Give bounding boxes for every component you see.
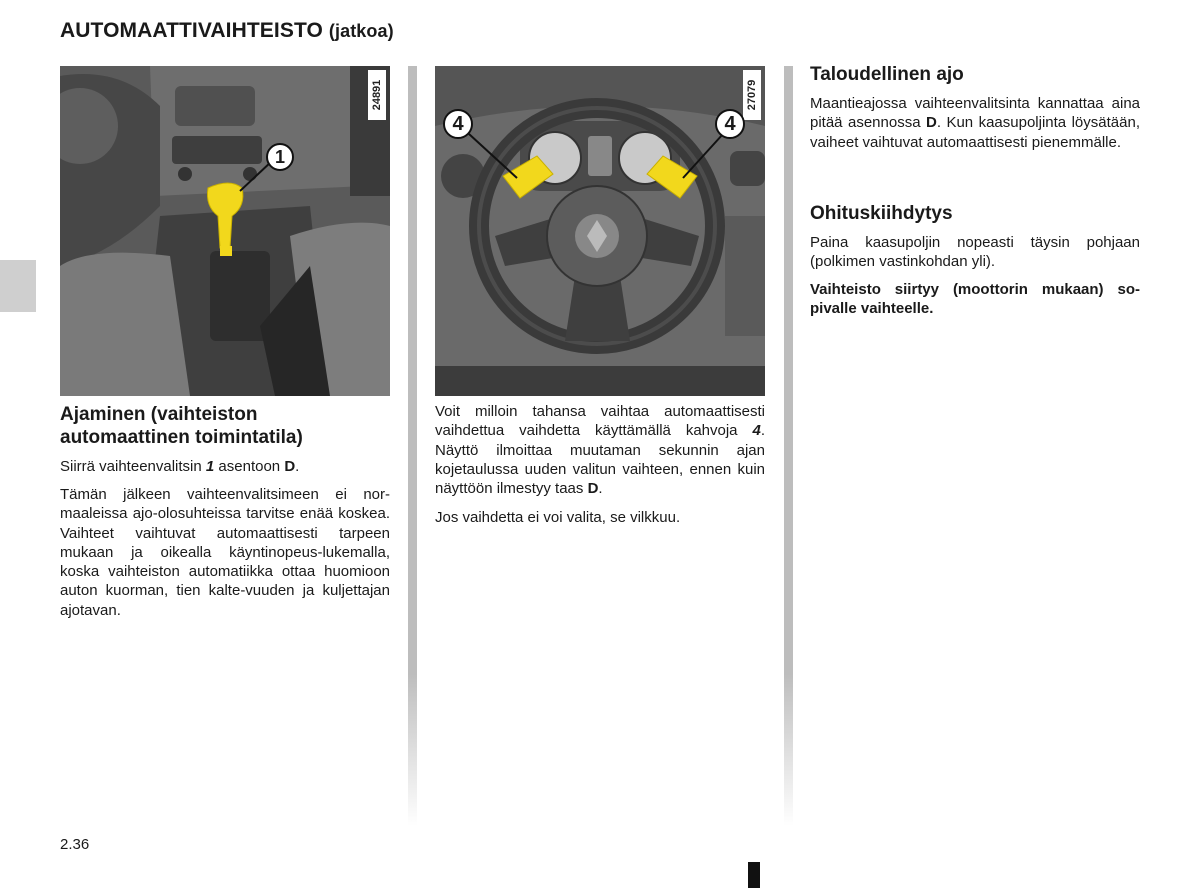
body-paragraph-bold: Vaihteisto siirtyy (moottorin mukaan) so-pivalle vaihteelle. bbox=[810, 281, 1140, 318]
page-edge-mark bbox=[748, 862, 760, 888]
figure-code-label bbox=[368, 70, 386, 120]
callout-4-right bbox=[715, 109, 745, 139]
section-heading: Taloudellinen ajo bbox=[810, 64, 964, 85]
body-paragraph: Maantieajossa vaihteenvalitsinta kannattaa aina pitää asennossa D. Kun kaasupoljinta löysätään, vaiheet vaihtuvat automaattisesti pienemmälle. bbox=[810, 95, 1140, 151]
figure-code-text: 27079 bbox=[746, 79, 758, 111]
body-paragraph: Jos vaihdetta ei voi valita, se vilkkuu. bbox=[435, 509, 681, 526]
page-title bbox=[60, 19, 394, 43]
gear-selector-illustration bbox=[60, 66, 390, 396]
body-paragraph: Tämän jälkeen vaihteenvalitsimeen ei nor-maaleissa ajo-olosuhteissa tarvitse enää koskea. Vaihteet vaihtuvat automaattisesti tarpeen mukaan ja oikealla käyntinopeus-lukemalla, koska vaihteiston automatiikka ottaa huomioon auton kuorman, tien kalte-vuuden ja kuljettajan ajotavan. bbox=[60, 486, 390, 619]
figure-code-text: 24891 bbox=[371, 79, 383, 111]
column-divider-right bbox=[784, 66, 793, 826]
chapter-tab bbox=[0, 260, 36, 312]
callout-4-left bbox=[443, 109, 473, 139]
body-paragraph: Paina kaasupoljin nopeasti täysin pohjaan (polkimen vastinkohdan yli). bbox=[810, 234, 1140, 271]
page-title-main: AUTOMAATTIVAIHTEISTO bbox=[60, 19, 323, 42]
column-divider-left bbox=[408, 66, 417, 826]
figure-code-label bbox=[743, 70, 761, 120]
section-heading: Ohituskiihdytys bbox=[810, 203, 953, 224]
body-paragraph: Siirrä vaihteenvalitsin 1 asentoon D. bbox=[60, 458, 300, 475]
callout-1-number: 1 bbox=[274, 147, 285, 167]
gear-selector-figure bbox=[60, 66, 390, 396]
callout-1 bbox=[266, 143, 294, 171]
body-paragraph: Voit milloin tahansa vaihtaa automaattisesti vaihdettua vaihdetta käyttämällä kahvoja 4. Näyttö ilmoittaa muutaman sekunnin ajan kojetaulussa uuden valitun vaihteen, ennen kuin näyttöön ilmestyy taas D. bbox=[435, 403, 765, 498]
page-title-suffix: (jatkoa) bbox=[328, 21, 394, 41]
section-heading: Ajaminen (vaihteiston automaattinen toimintatila) bbox=[60, 404, 303, 448]
steering-wheel-illustration bbox=[435, 66, 765, 396]
callout-4-right-number: 4 bbox=[724, 113, 736, 135]
callout-4-left-number: 4 bbox=[452, 113, 464, 135]
steering-wheel-figure bbox=[435, 66, 765, 396]
page-number: 2.36 bbox=[60, 836, 90, 853]
